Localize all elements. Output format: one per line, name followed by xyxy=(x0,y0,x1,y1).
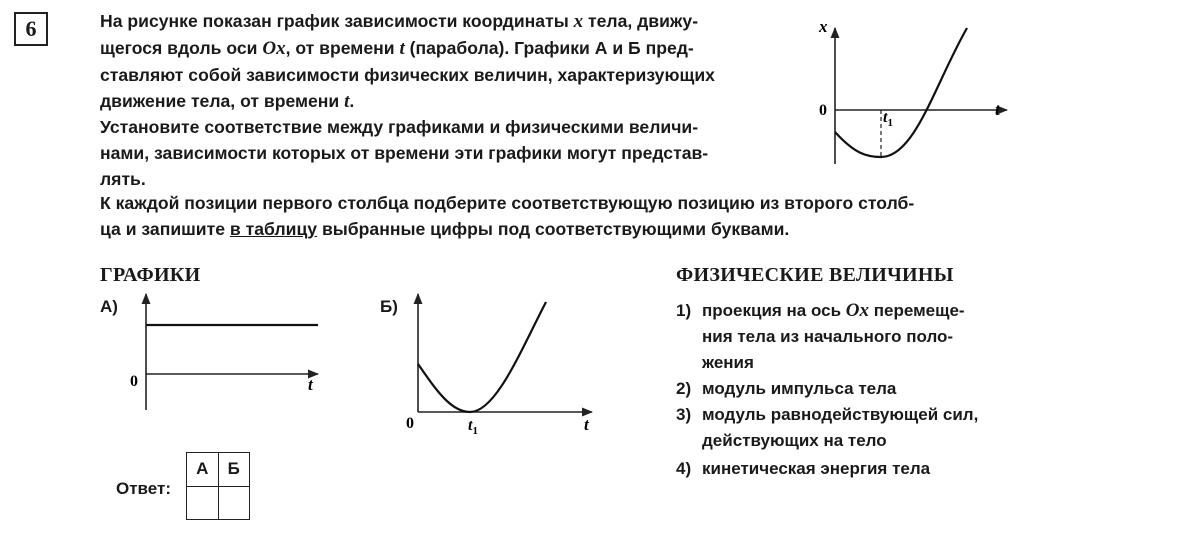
graphs-heading: ГРАФИКИ xyxy=(100,264,201,286)
intro-line-4-b: . xyxy=(349,91,355,111)
graph-a-origin: 0 xyxy=(130,373,138,390)
answer-cell-b[interactable] xyxy=(218,486,250,520)
var-t: t xyxy=(399,38,405,59)
quantity-4-text: кинетическая энергия тела xyxy=(702,459,931,478)
intro-line-2-a: щегося вдоль оси xyxy=(100,38,263,58)
intro-line-4-a: движение тела, от времени xyxy=(100,91,345,111)
quantity-item-1 xyxy=(676,298,1016,376)
instruction-line-3: лять. xyxy=(100,169,146,189)
task-paragraph xyxy=(100,190,1010,242)
quantity-1-line-2: ния тела из начального поло- xyxy=(702,327,954,346)
var-t-2: t xyxy=(344,91,350,112)
intro-line-2-c: (парабола). Графики А и Б пред- xyxy=(404,38,694,58)
main-graph xyxy=(815,14,1015,174)
graph-b-origin: 0 xyxy=(406,415,414,432)
intro-line-1-b: тела, движу- xyxy=(583,11,699,31)
quantity-3-line-2: действующих на тело xyxy=(702,431,887,450)
quantity-1-line-1a: проекция на ось xyxy=(702,301,846,320)
quantity-1-var: Ox xyxy=(845,300,870,321)
task-line-1: К каждой позиции первого столбца подберите соответствующую позицию из второго столб- xyxy=(100,193,915,213)
graph-b-x-label: t xyxy=(584,415,589,434)
graph-a xyxy=(126,290,322,416)
intro-line-1-a: На рисунке показан график зависимости координаты xyxy=(100,11,574,31)
task-line-2-b: выбранные цифры под соответствующими буквами. xyxy=(317,219,790,239)
quantities-heading: ФИЗИЧЕСКИЕ ВЕЛИЧИНЫ xyxy=(676,264,954,286)
graph-b-t1-label: $t_1$ xyxy=(468,417,478,437)
main-x-label: t xyxy=(995,100,1000,119)
answer-header-a: А xyxy=(187,453,219,487)
task-line-2-a: ца и запишите xyxy=(100,219,230,239)
intro-line-3: ставляют собой зависимости физических величин, характеризующих xyxy=(100,65,715,85)
quantity-4-number: 4) xyxy=(676,459,692,478)
instruction-line-2: нами, зависимости которых от времени эти графики могут представ- xyxy=(100,143,709,163)
quantity-1-line-1b: перемеще- xyxy=(869,301,965,320)
quantity-1-number: 1) xyxy=(676,301,692,320)
main-t1-label: $t_1$ xyxy=(883,109,893,129)
answer-cell-a[interactable] xyxy=(187,486,219,520)
answer-label: Ответ: xyxy=(116,479,171,498)
main-origin-label: 0 xyxy=(819,102,827,119)
answer-header-b: Б xyxy=(218,453,250,487)
instruction-paragraph xyxy=(100,114,790,192)
intro-paragraph xyxy=(100,8,790,115)
quantity-item-3 xyxy=(676,402,1016,454)
graph-b xyxy=(396,290,596,440)
main-y-label: x xyxy=(819,17,828,36)
quantity-3-line-1: модуль равнодействующей сил, xyxy=(702,405,979,424)
main-parabola-curve xyxy=(835,28,967,157)
var-x: x xyxy=(573,11,584,32)
quantity-2-text: модуль импульса тела xyxy=(702,379,897,398)
graph-a-label: А) xyxy=(100,297,118,316)
quantity-item-2 xyxy=(676,376,1016,402)
var-ox: Ox xyxy=(262,38,286,59)
graph-b-label: Б) xyxy=(380,297,398,316)
task-line-2-underlined: в таблицу xyxy=(229,219,318,239)
quantity-1-line-3: жения xyxy=(702,353,754,372)
quantity-item-4 xyxy=(676,456,1016,482)
graph-b-curve xyxy=(418,302,546,412)
graph-a-x-label: t xyxy=(308,375,313,394)
answer-table xyxy=(186,452,250,520)
intro-line-2-b: , от времени xyxy=(285,38,400,58)
quantity-2-number: 2) xyxy=(676,379,692,398)
task-number: 6 xyxy=(14,12,48,46)
quantity-3-number: 3) xyxy=(676,405,692,424)
instruction-line-1: Установите соответствие между графиками и физическими величи- xyxy=(100,117,699,137)
